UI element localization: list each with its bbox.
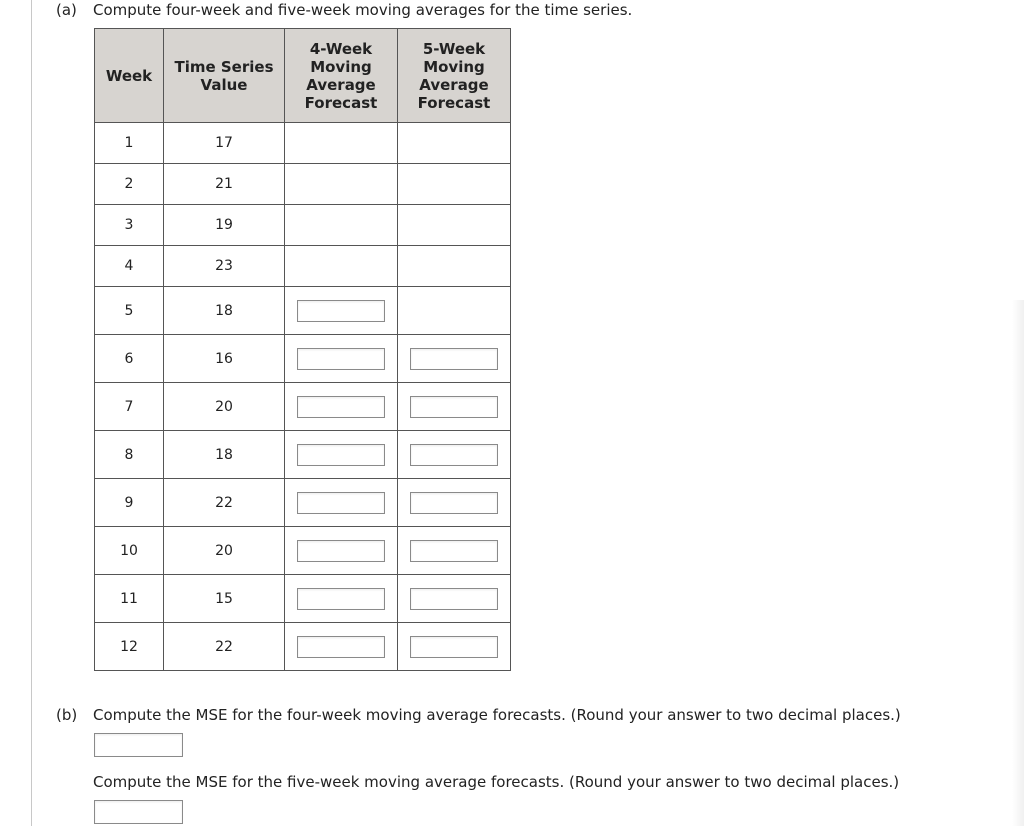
week-cell: 2 [95,164,164,205]
ma5-cell-empty [398,123,511,164]
part-a-prompt [56,1,632,19]
scroll-edge-shadow [1012,300,1024,826]
table-row [95,527,511,575]
ma5-input-week-12[interactable] [410,636,498,658]
ma4-cell-empty [285,123,398,164]
week-cell: 10 [95,527,164,575]
table-body [95,123,511,671]
week-cell: 4 [95,246,164,287]
table-row [95,246,511,287]
value-cell: 21 [164,164,285,205]
ma4-cell [285,383,398,431]
ma4-input-week-5[interactable] [297,300,385,322]
ma4-cell [285,287,398,335]
value-cell: 19 [164,205,285,246]
value-cell: 20 [164,383,285,431]
ma5-cell-empty [398,164,511,205]
ma4-input-week-6[interactable] [297,348,385,370]
mse-4-week-input[interactable] [94,733,183,757]
ma5-input-week-8[interactable] [410,444,498,466]
ma4-cell [285,527,398,575]
mse-4-week-question: Compute the MSE for the four-week moving average forecasts. (Round your answer to two decimal places.) [93,706,901,724]
value-cell: 23 [164,246,285,287]
week-cell: 1 [95,123,164,164]
table-header-row [95,29,511,123]
ma5-cell [398,479,511,527]
ma5-cell-empty [398,205,511,246]
ma4-input-week-10[interactable] [297,540,385,562]
header-5-week-forecast: 5-Week Moving Average Forecast [398,29,511,123]
part-a-question: Compute four-week and five-week moving averages for the time series. [93,1,633,19]
ma4-cell [285,575,398,623]
ma5-input-week-9[interactable] [410,492,498,514]
ma4-cell-empty [285,246,398,287]
mse-5-week-question: Compute the MSE for the five-week moving average forecasts. (Round your answer to two decimal places.) [93,773,900,791]
ma4-cell [285,623,398,671]
ma4-cell-empty [285,205,398,246]
week-cell: 6 [95,335,164,383]
ma4-cell [285,335,398,383]
part-b-label: (b) [56,706,78,724]
ma4-input-week-12[interactable] [297,636,385,658]
table-row [95,164,511,205]
week-cell: 3 [95,205,164,246]
table-row [95,123,511,164]
ma5-cell [398,335,511,383]
ma5-input-week-6[interactable] [410,348,498,370]
value-cell: 18 [164,431,285,479]
table-row [95,431,511,479]
ma5-cell [398,527,511,575]
ma4-input-week-7[interactable] [297,396,385,418]
ma4-input-week-9[interactable] [297,492,385,514]
value-cell: 15 [164,575,285,623]
header-4-week-forecast: 4-Week Moving Average Forecast [285,29,398,123]
ma5-input-week-11[interactable] [410,588,498,610]
ma4-cell-empty [285,164,398,205]
value-cell: 18 [164,287,285,335]
ma4-input-week-8[interactable] [297,444,385,466]
ma4-cell [285,431,398,479]
ma5-cell-empty [398,246,511,287]
table-row [95,479,511,527]
mse-5-week-input[interactable] [94,800,183,824]
ma5-cell [398,383,511,431]
ma5-cell [398,575,511,623]
table-row [95,335,511,383]
value-cell: 22 [164,623,285,671]
value-cell: 17 [164,123,285,164]
header-time-series-value: Time Series Value [164,29,285,123]
week-cell: 11 [95,575,164,623]
ma5-cell-empty [398,287,511,335]
value-cell: 20 [164,527,285,575]
table-row [95,623,511,671]
left-divider [31,0,32,826]
part-b-prompt [56,706,901,724]
week-cell: 7 [95,383,164,431]
moving-average-table [94,28,511,671]
value-cell: 16 [164,335,285,383]
week-cell: 5 [95,287,164,335]
table-row [95,383,511,431]
week-cell: 9 [95,479,164,527]
table-row [95,575,511,623]
week-cell: 8 [95,431,164,479]
table-row [95,287,511,335]
ma4-cell [285,479,398,527]
value-cell: 22 [164,479,285,527]
table-row [95,205,511,246]
ma5-input-week-10[interactable] [410,540,498,562]
week-cell: 12 [95,623,164,671]
ma4-input-week-11[interactable] [297,588,385,610]
ma5-input-week-7[interactable] [410,396,498,418]
ma5-cell [398,431,511,479]
part-a-label: (a) [56,1,77,19]
header-week: Week [95,29,164,123]
ma5-cell [398,623,511,671]
